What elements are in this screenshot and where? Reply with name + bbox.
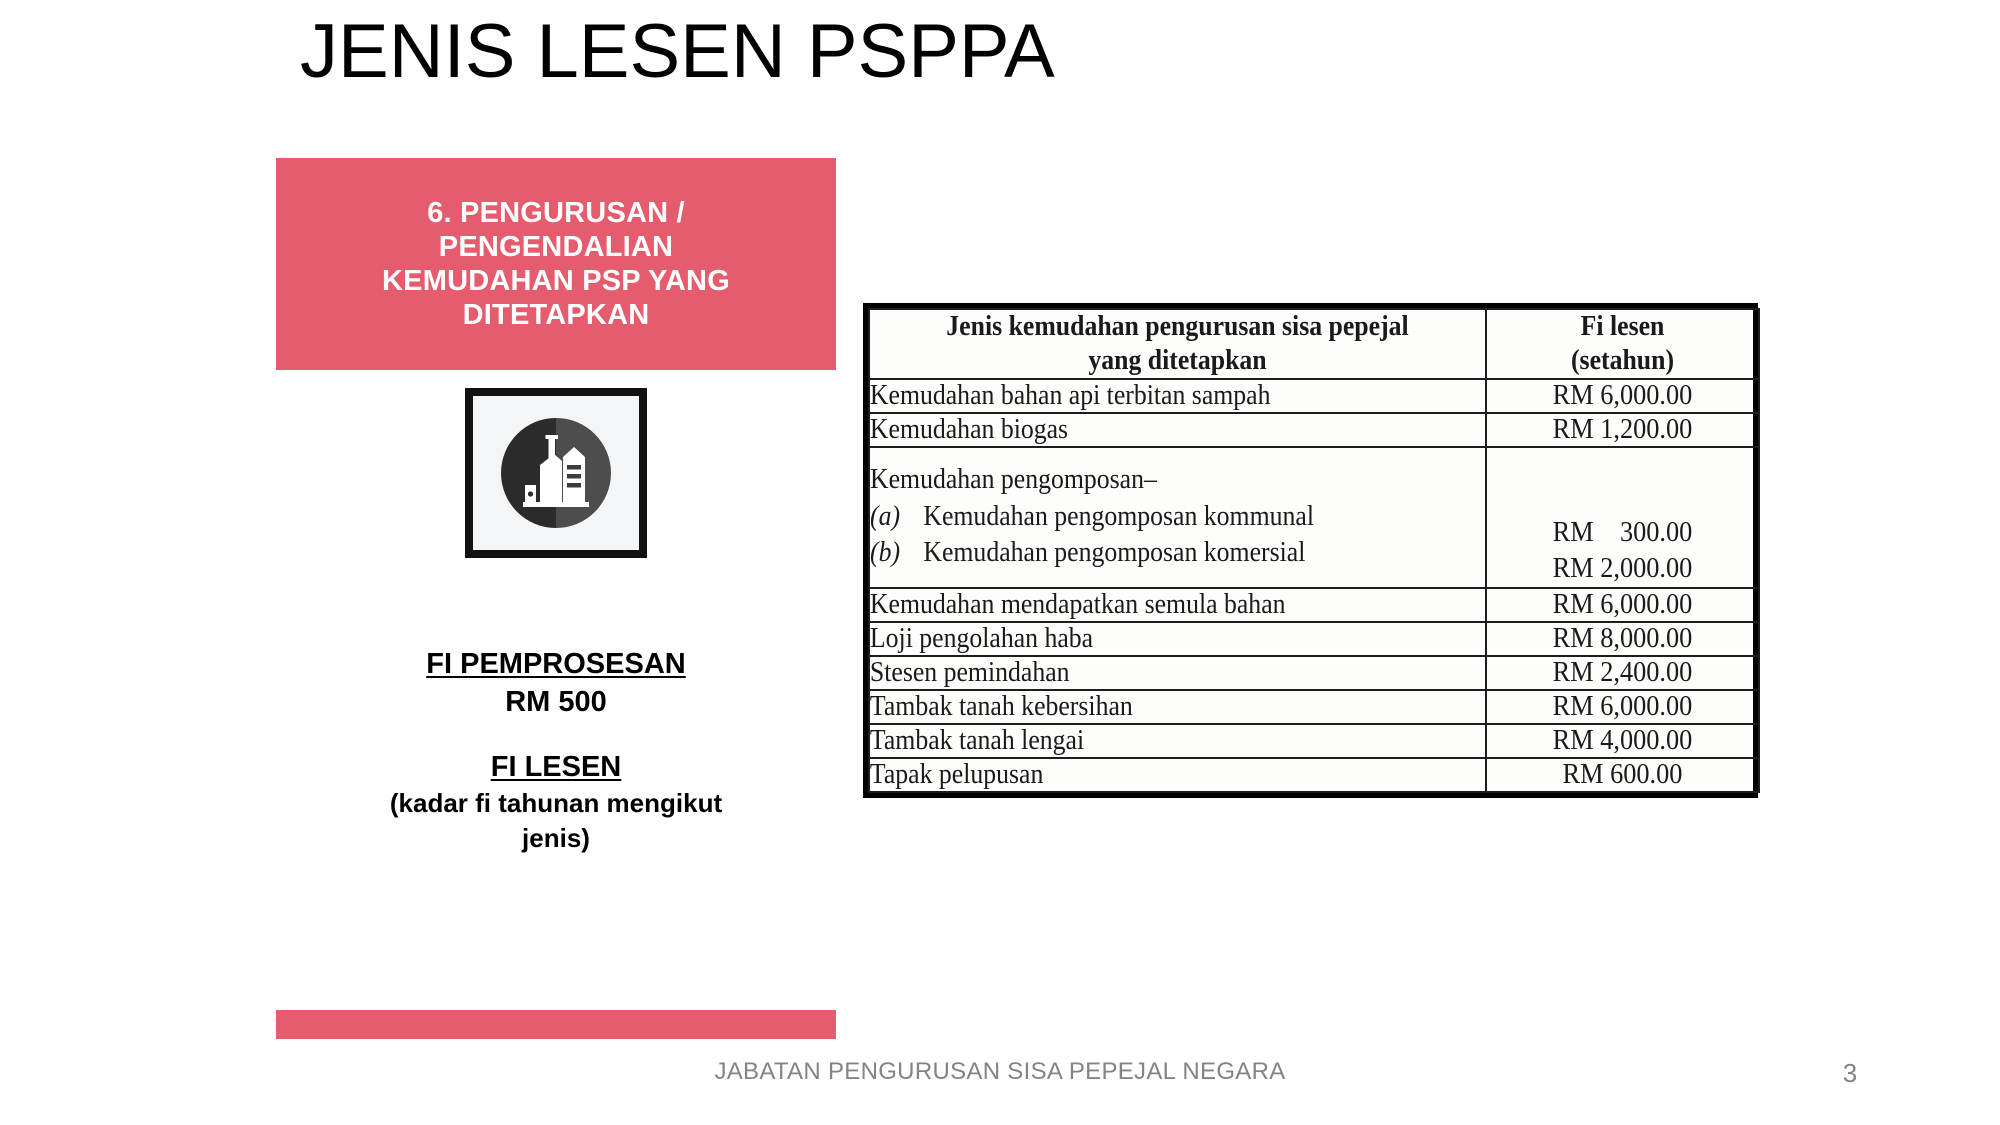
- table-row: [869, 622, 1759, 656]
- factory-icon: [492, 409, 620, 537]
- table-sub-item-marker: (a): [870, 501, 901, 533]
- table-cell-fee: RM 6,000.00: [1494, 379, 1751, 413]
- footer-organization: JABATAN PENGURUSAN SISA PEPEJAL NEGARA: [714, 1058, 1286, 1085]
- table-cell-fee: RM 8,000.00: [1494, 622, 1751, 656]
- table-sub-item-label: Kemudahan pengomposan kommunal: [923, 501, 1314, 533]
- table-row: [869, 379, 1759, 413]
- table-header-fee-line-2: (setahun): [1570, 345, 1675, 377]
- processing-fee-heading: FI PEMPROSESAN: [426, 648, 686, 680]
- table-sub-item: [870, 535, 1436, 571]
- section-heading-line-3: KEMUDAHAN PSP YANG: [382, 265, 730, 297]
- table-cell-fee: RM 2,400.00: [1494, 656, 1751, 690]
- table-header-row: [869, 309, 1759, 379]
- table-cell-fee: RM 6,000.00: [1494, 690, 1751, 724]
- table-cell-description-group: [869, 447, 1486, 588]
- page-number: 3: [1842, 1058, 1858, 1088]
- table-cell-fee-group: [1486, 447, 1759, 588]
- table-sub-item-fee: RM 300.00: [1552, 517, 1693, 549]
- table-cell-description: Tambak tanah lengai: [869, 724, 1437, 758]
- licence-fee-note-line-1: (kadar fi tahunan mengikut: [389, 787, 723, 818]
- fee-spacer: [316, 722, 796, 748]
- table-row: [869, 656, 1759, 690]
- table-row: [869, 724, 1759, 758]
- table-cell-description: Kemudahan bahan api terbitan sampah: [869, 379, 1437, 413]
- table-cell-description: Tapak pelupusan: [869, 758, 1437, 792]
- table-cell-description: Kemudahan biogas: [869, 413, 1437, 447]
- table-header-description-line-1: Jenis kemudahan pengurusan sisa pepejal: [946, 311, 1409, 342]
- processing-fee-value: RM 500: [505, 686, 607, 719]
- table-header-description-line-2: yang ditetapkan: [1088, 345, 1267, 377]
- table-sub-item-label: Kemudahan pengomposan komersial: [923, 537, 1306, 569]
- section-heading-line-1: 6. PENGURUSAN /: [427, 196, 685, 229]
- licence-fee-table-container: [863, 303, 1758, 798]
- table-header-description: [894, 309, 1462, 379]
- table-cell-description: Loji pengolahan haba: [869, 622, 1437, 656]
- factory-icon-frame: [465, 388, 647, 558]
- table-cell-description: Kemudahan mendapatkan semula bahan: [869, 588, 1437, 622]
- fee-summary: [316, 645, 796, 855]
- table-header-fee: [1497, 309, 1748, 379]
- section-heading-text: [382, 196, 730, 333]
- licence-fee-heading: FI LESEN: [490, 750, 622, 783]
- table-header-fee-line-1: Fi lesen: [1580, 311, 1665, 342]
- table-cell-fee: RM 600.00: [1494, 758, 1751, 792]
- licence-fee-table: [868, 308, 1760, 793]
- table-cell-description: Tambak tanah kebersihan: [869, 690, 1437, 724]
- table-row: [869, 413, 1759, 447]
- table-row: [869, 758, 1759, 792]
- table-group-title: Kemudahan pengomposan–: [870, 464, 1157, 496]
- table-cell-fee: RM 6,000.00: [1494, 588, 1751, 622]
- section-heading-line-4: DITETAPKAN: [462, 299, 650, 332]
- table-cell-fee: RM 1,200.00: [1494, 413, 1751, 447]
- table-sub-item-fee: RM 2,000.00: [1552, 553, 1693, 585]
- table-cell-description: Stesen pemindahan: [869, 656, 1437, 690]
- table-sub-item: [870, 499, 1436, 535]
- accent-rule: [276, 1010, 836, 1039]
- table-row-group: [869, 447, 1759, 588]
- licence-fee-note-line-2: jenis): [522, 822, 590, 853]
- section-heading-box: [276, 158, 836, 370]
- page-title: JENIS LESEN PSPPA: [300, 9, 1055, 94]
- table-row: [869, 690, 1759, 724]
- section-heading-line-2: PENGENDALIAN: [438, 230, 674, 263]
- table-sub-item-marker: (b): [870, 537, 901, 569]
- table-cell-fee: RM 4,000.00: [1494, 724, 1751, 758]
- table-row: [869, 588, 1759, 622]
